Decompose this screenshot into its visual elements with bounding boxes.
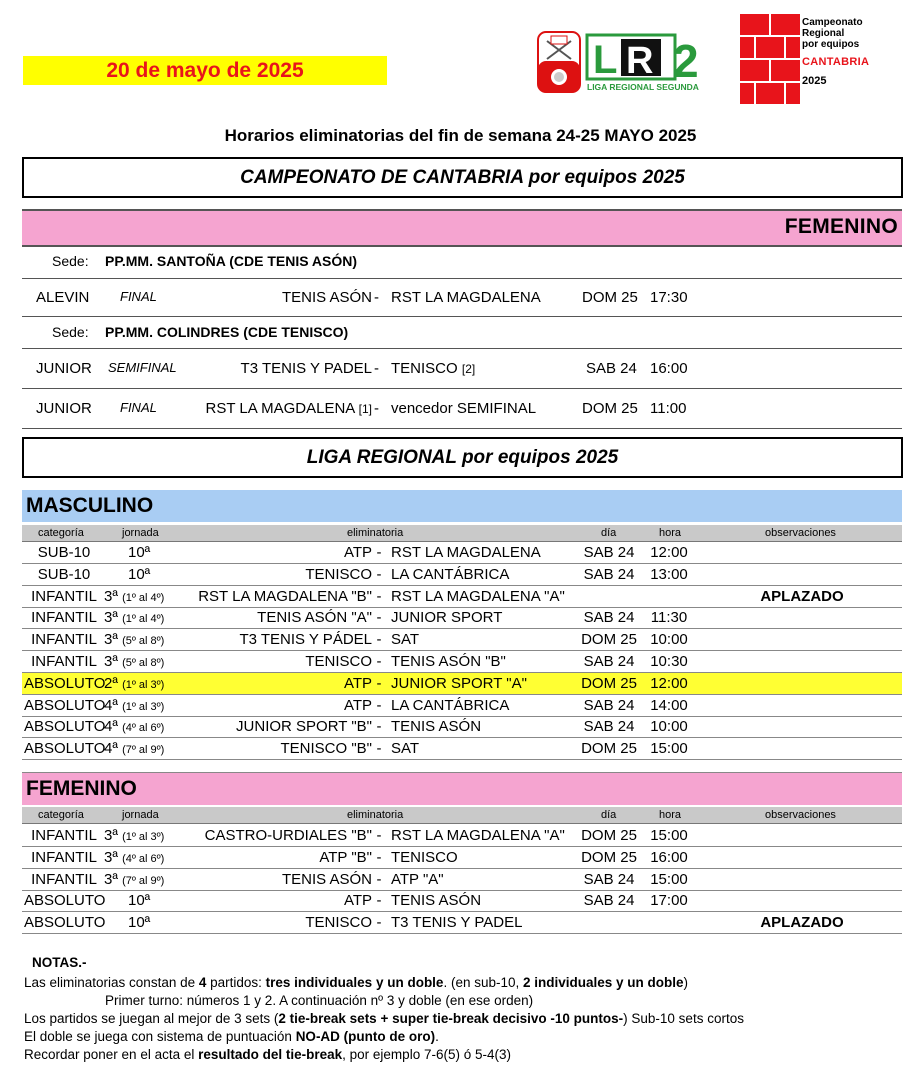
row-away-team: TENIS ASÓN "B" (391, 653, 506, 670)
row-jornada-range: (7º al 9º) (122, 744, 165, 757)
sede-name: PP.MM. SANTOÑA (CDE TENIS ASÓN) (105, 253, 358, 269)
match-row (22, 390, 902, 429)
campeonato-line-3: por equipos (802, 39, 860, 50)
header-categoria: categoría (38, 527, 84, 539)
match-day: DOM 25 (582, 289, 638, 306)
match-category: JUNIOR (36, 400, 92, 417)
header-eliminatoria: eliminatoria (347, 527, 404, 539)
row-observations: APLAZADO (760, 914, 844, 932)
note-bold: NO-AD (punto de oro) (295, 1029, 436, 1044)
row-category: INFANTIL (31, 653, 97, 670)
note-bold: 4 (198, 975, 207, 990)
match-home: T3 TENIS Y PADEL (240, 360, 372, 377)
row-home-team: ATP (343, 674, 372, 692)
row-observations: APLAZADO (760, 587, 844, 605)
table-row (22, 847, 902, 869)
match-time: 16:00 (650, 360, 688, 377)
row-jornada (104, 695, 184, 718)
campeonato-region: CANTABRIA (802, 56, 870, 68)
sede-label: Sede: (52, 324, 89, 340)
row-home-team: TENISCO (305, 565, 372, 583)
row-category: INFANTIL (31, 587, 97, 605)
row-jornada-number: 4ª (104, 696, 118, 714)
row-jornada-number: 3ª (104, 587, 118, 605)
row-time: 17:00 (650, 892, 688, 910)
campeonato-logo-text (802, 16, 902, 88)
row-jornada-number: 3ª (104, 848, 118, 866)
row-away-team: LA CANTÁBRICA (391, 696, 510, 714)
campeonato-year: 2025 (802, 75, 827, 87)
table-row (22, 651, 902, 673)
notes-line-2: Primer turno: números 1 y 2. A continuación nº 3 y doble (en ese orden) (105, 993, 534, 1008)
match-home-seed: [1] (358, 402, 372, 416)
row-home-team: TENIS ASÓN (281, 870, 372, 888)
row-away-team: RST LA MAGDALENA "A" (391, 587, 565, 605)
row-home-team: CASTRO-URDIALES "B" (204, 827, 372, 844)
row-jornada (104, 716, 184, 739)
campeonato-femenino-label: FEMENINO (784, 215, 898, 238)
campeonato-line-2: Regional (802, 28, 845, 39)
masculino-bar (22, 490, 902, 522)
campeonato-femenino-bar (22, 209, 902, 247)
match-category: ALEVIN (36, 289, 90, 306)
row-jornada (128, 912, 208, 935)
row-jornada-number: 3ª (104, 827, 118, 844)
table-row (22, 542, 902, 564)
row-time: 10:00 (650, 718, 688, 736)
row-category: ABSOLUTO (24, 718, 106, 736)
note-text: Las eliminatorias constan de (24, 975, 199, 990)
header-hora: hora (659, 527, 682, 539)
row-category: ABSOLUTO (24, 696, 106, 714)
row-jornada (128, 890, 208, 913)
note-bold: 2 tie-break sets + super tie-break decisivo -10 puntos- (278, 1011, 624, 1026)
row-dash: - (376, 565, 382, 583)
row-jornada-number: 10ª (128, 544, 151, 561)
row-dash: - (376, 848, 382, 866)
liga-title: LIGA REGIONAL por equipos 2025 (22, 437, 903, 478)
row-day: DOM 25 (581, 674, 637, 692)
row-day: DOM 25 (581, 631, 637, 649)
row-away-team: TENIS ASÓN (391, 718, 482, 736)
note-text: Los partidos se juegan al mejor de 3 sets ( (24, 1011, 279, 1026)
match-round: FINAL (120, 400, 157, 415)
match-day: DOM 25 (582, 400, 638, 417)
row-dash: - (376, 609, 382, 627)
note-text: Recordar poner en el acta el (24, 1047, 199, 1062)
notes-line-5 (24, 1045, 511, 1064)
note-text: ) Sub-10 sets cortos (623, 1011, 744, 1026)
svg-text:L: L (593, 38, 618, 82)
row-category: ABSOLUTO (24, 740, 106, 758)
notes-line-4 (24, 1027, 439, 1046)
row-dash: - (376, 653, 382, 670)
match-home-team: RST LA MAGDALENA (205, 400, 355, 417)
row-jornada (104, 607, 184, 630)
row-home-team: RST LA MAGDALENA "B" (198, 587, 372, 605)
date-label: 20 de mayo de 2025 (23, 56, 387, 85)
match-home (206, 400, 372, 417)
row-category: ABSOLUTO (24, 674, 106, 692)
sede-name: PP.MM. COLINDRES (CDE TENISCO) (105, 324, 349, 340)
row-day: SAB 24 (583, 565, 635, 583)
masculino-label: MASCULINO (26, 494, 154, 517)
row-time: 16:00 (650, 848, 688, 866)
table-row (22, 890, 902, 912)
note-text: . (en sub-10, (443, 975, 523, 990)
row-jornada-number: 3ª (104, 653, 118, 670)
row-dash: - (376, 827, 382, 844)
row-day: SAB 24 (583, 892, 635, 910)
header-observaciones: observaciones (765, 809, 836, 821)
row-home-team: ATP "B" (319, 848, 372, 866)
match-home: TENIS ASÓN (281, 289, 372, 306)
campeonato-line-1: Campeonato (802, 17, 863, 28)
row-category: INFANTIL (31, 631, 97, 649)
row-jornada-range: (4º al 6º) (122, 722, 165, 735)
femenino-bar (22, 772, 902, 805)
match-row (22, 350, 902, 389)
match-round: FINAL (120, 289, 157, 304)
row-time: 14:00 (650, 696, 688, 714)
row-away-team: JUNIOR SPORT (391, 609, 503, 627)
row-home-team: TENISCO "B" (280, 740, 372, 758)
header-dia: día (601, 527, 617, 539)
row-dash: - (376, 587, 382, 605)
header-categoria: categoría (38, 809, 84, 821)
row-day: SAB 24 (583, 696, 635, 714)
row-time: 12:00 (650, 544, 688, 561)
row-away-team: RST LA MAGDALENA "A" (391, 827, 565, 844)
row-home-team: TENISCO (305, 653, 372, 670)
row-jornada-number: 3ª (104, 609, 118, 627)
row-jornada-range: (7º al 9º) (122, 874, 165, 887)
row-home-team: JUNIOR SPORT "B" (236, 718, 372, 736)
row-day: SAB 24 (583, 544, 635, 561)
lr2-logo (585, 33, 709, 93)
row-day: SAB 24 (583, 653, 635, 670)
match-away (391, 360, 475, 377)
row-home-team: ATP (343, 892, 372, 910)
row-day: SAB 24 (583, 718, 635, 736)
notes-line-3 (24, 1009, 744, 1028)
row-jornada (128, 564, 208, 587)
row-jornada-range: (1º al 3º) (122, 700, 165, 713)
match-round: SEMIFINAL (108, 360, 177, 375)
row-away-team: JUNIOR SPORT "A" (391, 674, 527, 692)
table-row (22, 716, 902, 738)
header-dia: día (601, 809, 617, 821)
row-jornada (104, 673, 184, 696)
campeonato-title: CAMPEONATO DE CANTABRIA por equipos 2025 (22, 157, 903, 198)
svg-text:2: 2 (673, 35, 699, 87)
table-row (22, 564, 902, 586)
match-away: RST LA MAGDALENA (391, 289, 541, 306)
row-jornada-number: 10ª (128, 565, 151, 583)
table-row (22, 912, 902, 934)
row-jornada (104, 586, 184, 609)
row-category: ABSOLUTO (24, 914, 106, 932)
match-dash: - (374, 289, 379, 306)
table-row (22, 607, 902, 629)
row-jornada-number: 4ª (104, 718, 118, 736)
row-home-team: TENISCO (305, 914, 372, 932)
row-day: DOM 25 (581, 827, 637, 844)
row-dash: - (376, 696, 382, 714)
note-bold: resultado del tie-break (198, 1047, 343, 1062)
header-hora: hora (659, 809, 682, 821)
header-eliminatoria: eliminatoria (347, 809, 404, 821)
row-jornada (104, 847, 184, 870)
row-dash: - (376, 892, 382, 910)
row-home-team: TENIS ASÓN "A" (257, 609, 372, 627)
note-text: ) (683, 975, 689, 990)
row-time: 11:30 (650, 609, 688, 627)
notes-title: NOTAS.- (32, 955, 87, 970)
main-heading: Horarios eliminatorias del fin de semana 24-25 MAYO 2025 (224, 126, 697, 145)
match-category: JUNIOR (36, 360, 92, 377)
row-away-team: LA CANTÁBRICA (391, 565, 510, 583)
note-bold: 2 individuales y un doble (523, 975, 684, 990)
match-dash: - (374, 400, 379, 417)
row-jornada-range: (1º al 4º) (122, 613, 165, 626)
row-dash: - (376, 740, 382, 758)
table-row (22, 869, 902, 891)
row-home-team: ATP (343, 544, 372, 561)
row-jornada-number: 4ª (104, 740, 118, 758)
row-dash: - (376, 914, 382, 932)
row-jornada-number: 2ª (104, 674, 118, 692)
row-jornada (104, 825, 184, 848)
row-category: INFANTIL (31, 609, 97, 627)
note-bold: tres individuales y un doble (265, 975, 444, 990)
match-day: SAB 24 (586, 360, 637, 377)
row-jornada (104, 629, 184, 652)
note-text: , por ejemplo 7-6(5) ó 5-4(3) (342, 1047, 511, 1062)
note-text: El doble se juega con sistema de puntuación (24, 1029, 296, 1044)
row-day: SAB 24 (583, 609, 635, 627)
row-jornada-range: (1º al 3º) (122, 831, 165, 843)
row-jornada-range: (5º al 8º) (122, 657, 165, 669)
row-jornada-range: (5º al 8º) (122, 635, 165, 648)
match-away: vencedor SEMIFINAL (391, 400, 537, 417)
row-jornada-number: 10ª (128, 892, 151, 910)
row-dash: - (376, 544, 382, 561)
match-row (22, 280, 902, 317)
row-jornada-number: 3ª (104, 870, 118, 888)
note-text: . (435, 1029, 439, 1044)
row-jornada-range: (1º al 4º) (122, 591, 165, 604)
notes-line-1 (24, 973, 688, 992)
table-row (22, 629, 902, 651)
row-jornada-range: (1º al 3º) (122, 678, 165, 691)
venue-row (22, 245, 902, 279)
row-category: SUB-10 (37, 544, 91, 561)
row-jornada (128, 542, 208, 565)
row-time: 13:00 (650, 565, 688, 583)
row-dash: - (376, 631, 382, 649)
header-observaciones: observaciones (765, 527, 836, 539)
row-time: 15:00 (650, 740, 688, 758)
match-time: 17:30 (650, 289, 688, 306)
match-time: 11:00 (650, 400, 687, 417)
row-jornada-number: 3ª (104, 631, 118, 649)
row-time: 15:00 (650, 870, 688, 888)
row-dash: - (376, 870, 382, 888)
row-dash: - (376, 718, 382, 736)
row-category: INFANTIL (31, 827, 97, 844)
row-jornada-number: 10ª (128, 914, 151, 932)
header-jornada: jornada (122, 809, 159, 821)
row-category: ABSOLUTO (24, 892, 106, 910)
svg-text:R: R (626, 40, 654, 82)
row-category: INFANTIL (31, 870, 97, 888)
venue-row (22, 317, 902, 349)
table-row (22, 695, 902, 717)
row-jornada (104, 869, 184, 892)
row-away-team: SAT (391, 631, 420, 649)
row-jornada (104, 651, 184, 674)
femenino-label: FEMENINO (26, 777, 137, 800)
row-jornada (104, 738, 184, 761)
row-home-team: ATP (343, 696, 372, 714)
club-logo (537, 31, 581, 93)
row-time: 10:30 (650, 653, 688, 670)
row-category: INFANTIL (31, 848, 97, 866)
match-away-team: TENISCO (391, 360, 458, 377)
row-time: 12:00 (650, 674, 688, 692)
table-row (22, 738, 902, 760)
row-day: SAB 24 (583, 870, 635, 888)
row-away-team: TENISCO (391, 848, 458, 866)
row-day: DOM 25 (581, 848, 637, 866)
row-home-team: T3 TENIS Y PÁDEL (239, 631, 372, 649)
masculino-table-header (22, 525, 902, 542)
note-text: partidos: (206, 975, 266, 990)
row-away-team: T3 TENIS Y PADEL (391, 914, 523, 932)
match-away-seed: [2] (461, 362, 476, 376)
table-row (22, 673, 902, 695)
femenino-table-header (22, 807, 902, 824)
table-row (22, 586, 902, 608)
row-category: SUB-10 (37, 565, 91, 583)
row-time: 10:00 (650, 631, 688, 649)
row-away-team: RST LA MAGDALENA (391, 544, 541, 561)
table-row (22, 825, 902, 847)
header-jornada: jornada (122, 527, 159, 539)
row-time: 15:00 (650, 827, 688, 844)
row-jornada-range: (4º al 6º) (122, 852, 165, 865)
sede-label: Sede: (52, 253, 89, 269)
row-away-team: SAT (391, 740, 420, 758)
match-dash: - (374, 360, 379, 377)
row-away-team: TENIS ASÓN (391, 892, 482, 910)
row-away-team: ATP "A" (391, 870, 444, 888)
row-day: DOM 25 (581, 740, 637, 758)
row-dash: - (376, 674, 382, 692)
lr2-sub-label: LIGA REGIONAL SEGUNDA (587, 82, 699, 92)
